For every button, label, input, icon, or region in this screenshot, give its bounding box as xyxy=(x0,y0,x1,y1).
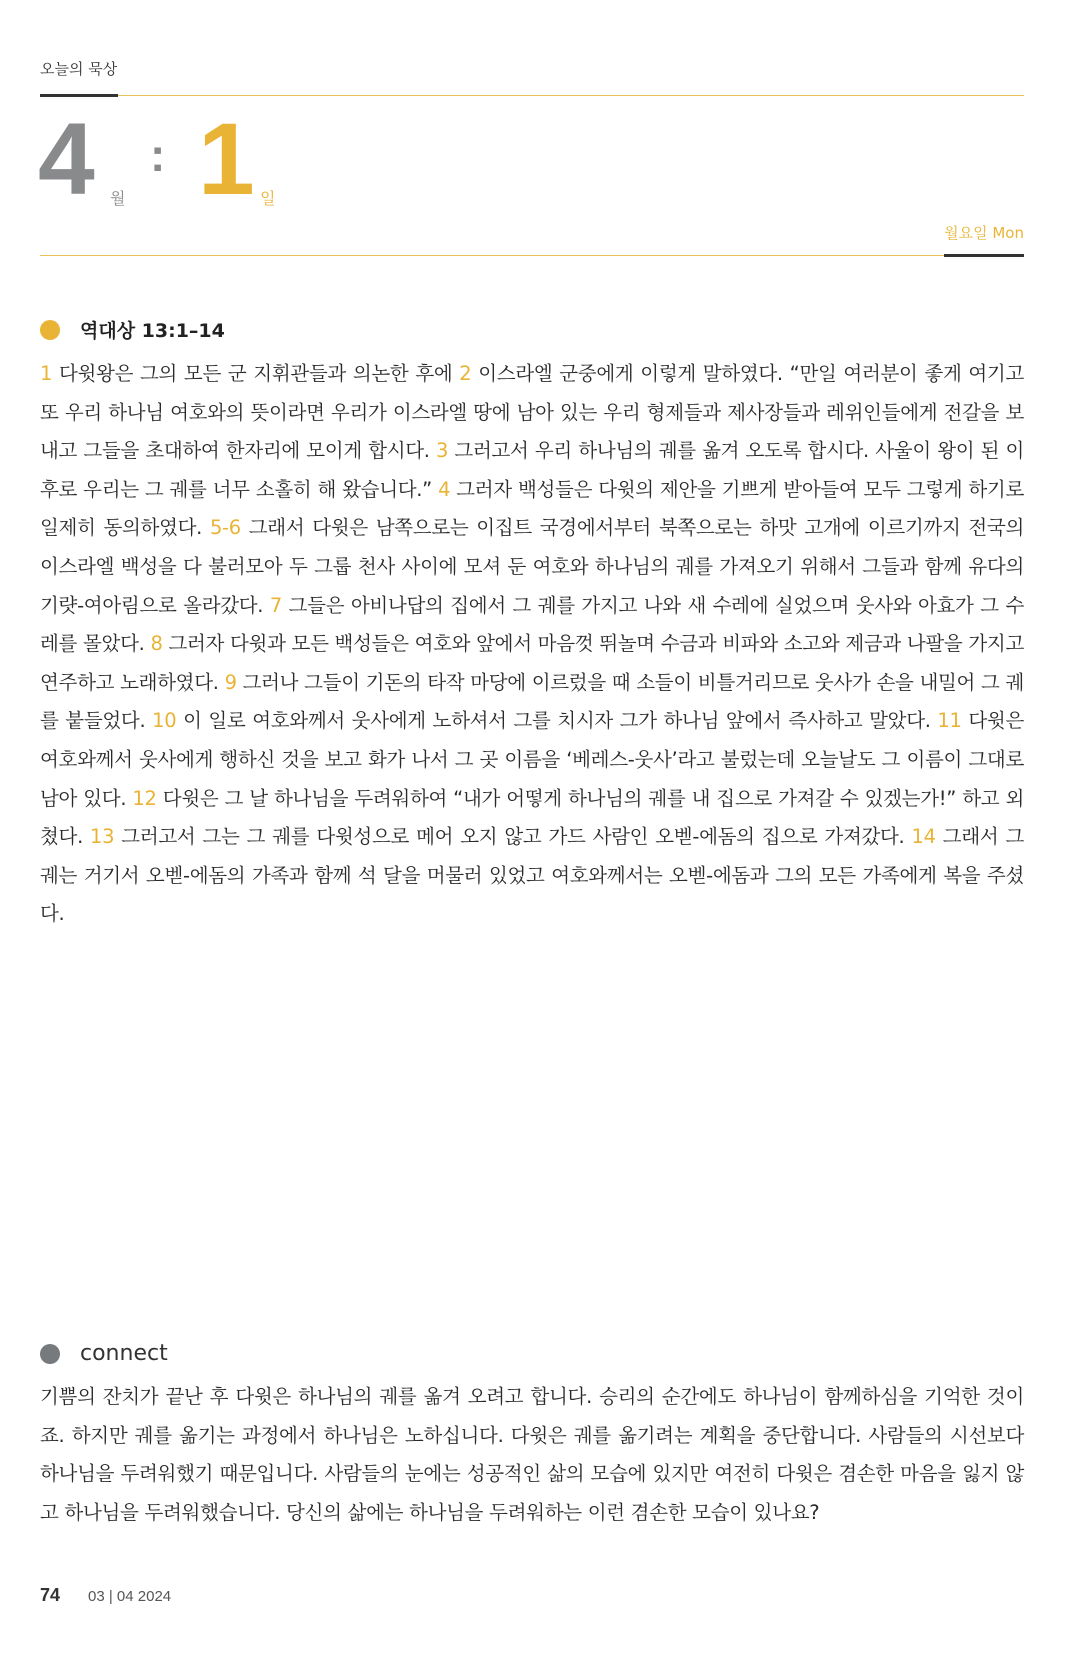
verse-text: 이 일로 여호와께서 웃사에게 노하셔서 그를 치시자 그가 하나님 앞에서 즉사하고 말았다. xyxy=(176,709,938,733)
verse-text: 그러자 백성들은 다윗의 제안을 기쁘게 받아들여 모두 그렇게 하기로 일제히 동의하였다. xyxy=(40,477,1025,540)
verse-number: 9 xyxy=(224,670,237,694)
verse-text: 그러나 그들이 기돈의 타작 마당에 이르렀을 때 소들이 비틀거리므로 웃사가 손을 내밀어 그 궤를 붙들었다. xyxy=(40,670,1024,733)
verse-text: 그러고서 그는 그 궤를 다윗성으로 메어 오지 않고 가드 사람인 오벧-에돔의 집으로 가져갔다. xyxy=(114,825,912,849)
section-label: 오늘의 묵상 xyxy=(40,60,118,78)
passage-bullet-icon xyxy=(40,320,60,340)
connect-bullet-icon xyxy=(40,1344,60,1364)
day-unit: 일 xyxy=(260,189,276,208)
weekday-underline xyxy=(944,254,1024,257)
passage-title: 역대상 13:1–14 xyxy=(80,320,225,342)
verse-number: 3 xyxy=(436,439,449,463)
connect-body: 기쁨의 잔치가 끝난 후 다윗은 하나님의 궤를 옮겨 오려고 합니다. 승리의 순간에도 하나님이 함께하심을 기억한 것이죠. 하지만 궤를 옮기는 과정에서 하나님은 노하십니다. 다윗은 궤를 옮기려는 계획을 중단합니다. 사람들의 시선보다 하나님을 두려워했기 때문입니다. 사람들의 눈에는 성공적인 삶의 모습에 있지만 여전히 다윗은 겸손한 마음을 잃지 않고 하나님을 두려워했습니다. 당신의 삶에는 하나님을 두려워하는 이런 겸손한 모습이 있나요? xyxy=(40,1385,1024,1524)
section-underline xyxy=(40,94,118,97)
verse-number: 4 xyxy=(438,477,451,501)
verse-text: 다윗왕은 그의 모든 군 지휘관들과 의논한 후에 xyxy=(52,362,460,385)
verse-number: 13 xyxy=(90,825,115,849)
verse-number: 7 xyxy=(269,593,282,617)
issue-label: 03 | 04 2024 xyxy=(88,1588,172,1605)
date-colon: : xyxy=(150,129,166,181)
verse-text: 이스라엘 군중에게 이렇게 말하였다. “만일 여러분이 좋게 여기고 또 우리 하나님 여호와의 뜻이라면 우리가 이스라엘 땅에 남아 있는 우리 형제들과 제사장들과 레위인들에게 전갈을 보내고 그들을 초대하여 한자리에 모이게 합시다. xyxy=(40,362,1024,463)
connect-title: connect xyxy=(80,1341,168,1366)
verse-number: 2 xyxy=(459,362,472,385)
verse-number: 5-6 xyxy=(209,516,241,540)
verse-number: 14 xyxy=(911,825,936,849)
month-number: 4 xyxy=(38,102,95,216)
verse-text: 그들은 아비나답의 집에서 그 궤를 가지고 나와 새 수레에 실었으며 웃사와 아효가 그 수레를 몰았다. xyxy=(40,593,1024,656)
verse-text: 그러고서 우리 하나님의 궤를 옮겨 오도록 합시다. 사울이 왕이 된 이후로 우리는 그 궤를 너무 소홀히 해 왔습니다.” xyxy=(40,439,1024,501)
verse-number: 11 xyxy=(937,709,962,733)
verse-number: 12 xyxy=(132,786,157,810)
verse-text: 다윗은 그 날 하나님을 두려워하여 “내가 어떻게 하나님의 궤를 내 집으로 가져갈 수 있겠는가!” 하고 외쳤다. xyxy=(40,786,1025,849)
verse-number: 10 xyxy=(152,709,177,733)
verse-text: 그래서 다윗은 남쪽으로는 이집트 국경에서부터 북쪽으로는 하맛 고개에 이르기까지 전국의 이스라엘 백성을 다 불러모아 두 그룹 천사 사이에 모셔 둔 여호와 하나님의 궤를 가져오기 위해서 그들과 함께 유다의 기럇-여아림으로 올라갔다. xyxy=(40,516,1024,617)
month-unit: 월 xyxy=(110,189,126,208)
page-number: 74 xyxy=(40,1585,61,1605)
weekday-label: 월요일 Mon xyxy=(944,224,1024,242)
date-rule xyxy=(40,255,944,256)
verse-number: 8 xyxy=(150,632,163,656)
day-number: 1 xyxy=(198,102,255,216)
verse-number: 1 xyxy=(40,362,53,385)
verse-text: 다윗은 여호와께서 웃사에게 행하신 것을 보고 화가 나서 그 곳 이름을 ‘베레스-웃사’라고 불렀는데 오늘날도 그 이름이 그대로 남아 있다. xyxy=(40,709,1024,810)
top-rule xyxy=(118,95,1024,96)
verse-text: 그러자 다윗과 모든 백성들은 여호와 앞에서 마음껏 뛰놀며 수금과 비파와 소고와 제금과 나팔을 가지고 연주하고 노래하였다. xyxy=(40,632,1024,694)
verse-text: 그래서 그 궤는 거기서 오벧-에돔의 가족과 함께 석 달을 머물러 있었고 여호와께서는 오벧-에돔과 그의 모든 가족에게 복을 주셨다. xyxy=(40,825,1024,926)
passage-body xyxy=(40,355,1024,934)
